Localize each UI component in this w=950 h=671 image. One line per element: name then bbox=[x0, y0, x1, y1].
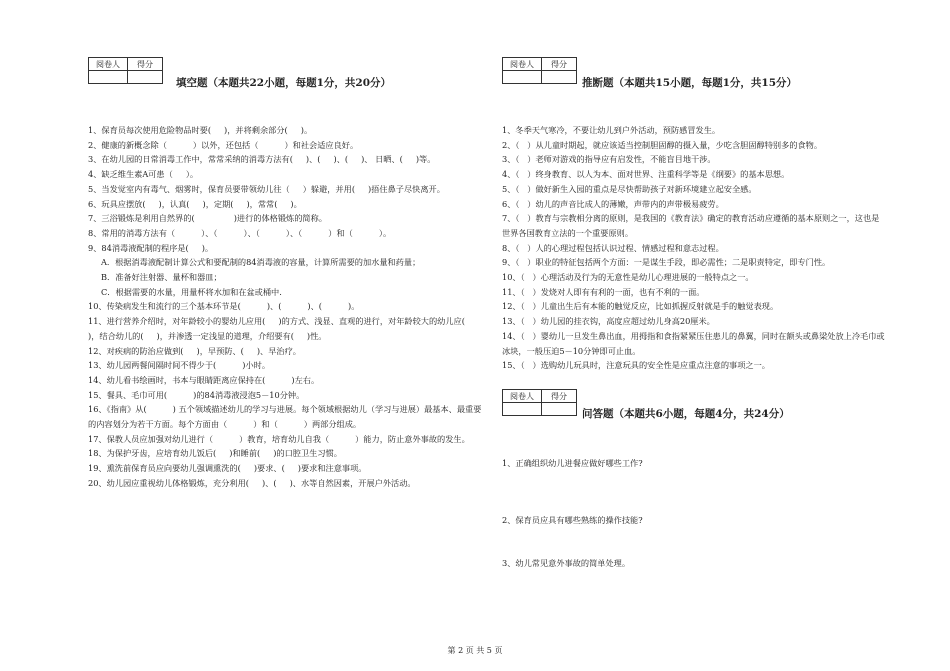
question-item: 18、为保护牙齿，应培育幼儿饭后( )和睡前( )的口腔卫生习惯。 bbox=[88, 448, 342, 459]
fill-blank-title: 填空题（本题共22小题，每题1分，共20分） bbox=[176, 77, 392, 89]
question-item: 4、（ ）终身教育、以人为本、面对世界、注重科学等是《纲要》的基本思想。 bbox=[502, 169, 790, 180]
option-item: A．根据消毒液配制计算公式和要配制的84消毒液的容量，计算所需要的加水量和药量； bbox=[101, 257, 421, 268]
question-item: 15、餐具、毛巾可用( )的84消毒液浸泡5－10分钟。 bbox=[88, 389, 305, 400]
reviewer-cell bbox=[503, 71, 542, 84]
question-item: 13、幼儿园两餐间隔时间不得少于( )小时。 bbox=[88, 360, 271, 371]
score-cell bbox=[128, 71, 163, 84]
question-item: 11、进行营养介绍时，对年龄较小的婴幼儿应用( )的方式、浅显、直观的进行，对年龄较大的幼儿应( )，结合幼儿的( )，并渗透一定浅显的道理，介绍要有( )性。 bbox=[88, 316, 478, 341]
question-item: 11、（ ）发烧对人即有有利的一面，也有不利的一面。 bbox=[502, 286, 705, 297]
question-item: 5、当发觉室内有毒气、烟雾时，保育员要带领幼儿往（ ）躲避，并用( )捂住鼻子尽快离开。 bbox=[88, 183, 445, 194]
reviewer-label: 阅卷人 bbox=[503, 390, 542, 403]
question-item: 2、健康的新概念除（ ）以外，还包括（ ）和社会适应良好。 bbox=[88, 139, 359, 150]
score-box-judge bbox=[502, 57, 577, 84]
question-item: 13、（ ）幼儿园的挂衣钩，高度应超过幼儿身高20厘米。 bbox=[502, 316, 715, 327]
qa-question-1: 1、正确组织幼儿进餐应做好哪些工作? bbox=[502, 458, 643, 468]
question-item: 5、（ ）做好新生入园的重点是尽快帮助孩子对新环境建立起安全感。 bbox=[502, 183, 757, 194]
question-item: 3、在幼儿园的日常消毒工作中，常常采纳的消毒方法有( )、( )、( )、 日晒、( )等。 bbox=[88, 154, 436, 165]
question-item: 4、缺乏维生素A可患（ ）。 bbox=[88, 169, 199, 180]
option-item: C．根据需要的水量，用量杯将水加和在盆或桶中. bbox=[101, 286, 282, 297]
fill-blank-list bbox=[88, 123, 488, 491]
question-item: 12、对疾病的防治应做到( )，早预防、( )、早治疗。 bbox=[88, 345, 301, 356]
reviewer-cell bbox=[503, 403, 542, 416]
question-item: 14、（ ）婴幼儿一旦发生鼻出血，用拇指和食指紧紧压住患儿的鼻翼，同时在额头或鼻梁处放上冷毛巾或冰块，一般压迫5－10分钟即可止血。 bbox=[502, 330, 885, 356]
reviewer-label: 阅卷人 bbox=[89, 58, 128, 71]
question-item: 19、熏洗前保育员应向要幼儿强调熏洗的( )要求、( )要求和注意事项。 bbox=[88, 463, 367, 474]
question-item: 14、幼儿看书绘画时，书本与眼睛距离应保持在( )左右。 bbox=[88, 374, 320, 385]
question-item: 3、（ ）老师对游戏的指导应有启发性，不能盲目地干涉。 bbox=[502, 154, 716, 165]
question-item: 1、保育员每次使用危险物品时要( )，并将剩余部分( )。 bbox=[88, 125, 313, 135]
reviewer-label: 阅卷人 bbox=[503, 58, 542, 71]
judge-list bbox=[502, 123, 887, 373]
score-cell bbox=[542, 403, 577, 416]
question-item: 20、幼儿园应重视幼儿体格锻炼，充分利用( )、( )、水等自然因素，开展户外活动。 bbox=[88, 477, 416, 488]
question-item: 16、《指南》从( ) 五个领域描述幼儿的学习与进展。每个领域根据幼儿（学习与进展）最基本、最重要的内容划分为若干方面。每个方面由（ ）和（ ）两部分组成。 bbox=[88, 404, 482, 430]
question-item: 10、（ ）心理活动及行为的无意性是幼儿心理进展的一般特点之一。 bbox=[502, 272, 754, 283]
score-cell bbox=[542, 71, 577, 84]
question-item: 7、（ ）教育与宗教相分离的原则，是我国的《教育法》确定的教育活动应遵循的基本原则之一，这也是世界各国教育立法的一个重要原则。 bbox=[502, 213, 880, 238]
question-item: 8、（ ）人的心理过程包括认识过程、情感过程和意志过程。 bbox=[502, 242, 724, 253]
question-item: 15、（ ）选购幼儿玩具时，注意玩具的安全性是应重点注意的事项之一。 bbox=[502, 360, 770, 371]
qa-title: 问答题（本题共6小题，每题4分，共24分） bbox=[582, 408, 790, 420]
judge-title: 推断题（本题共15小题，每题1分，共15分） bbox=[582, 77, 798, 89]
question-item: 9、84消毒液配制的程序是( )。 bbox=[88, 242, 214, 253]
score-box-left bbox=[88, 57, 163, 84]
qa-question-2: 2、保育员应具有哪些熟练的操作技能? bbox=[502, 515, 643, 525]
reviewer-cell bbox=[89, 71, 128, 84]
option-item: B．准备好注射器、量杯和器皿； bbox=[101, 272, 222, 283]
score-label: 得分 bbox=[542, 58, 577, 71]
qa-question-3: 3、幼儿常见意外事故的简单处理。 bbox=[502, 558, 631, 568]
question-item: 9、（ ）职业的特征包括两个方面：一是谋生手段，即必需性；二是职责特定，即专门性。 bbox=[502, 257, 831, 268]
score-label: 得分 bbox=[542, 390, 577, 403]
question-item: 6、玩具应摆放( )，认真( )，定期( )，常常( )。 bbox=[88, 198, 302, 209]
question-item: 10、传染病发生和流行的三个基本环节是( )、( )、( )。 bbox=[88, 301, 360, 312]
question-item: 7、三浴锻炼是利用自然界的( )进行的体格锻炼的简称。 bbox=[88, 213, 327, 224]
page-footer: 第 2 页 共 5 页 bbox=[447, 646, 503, 655]
question-item: 12、（ ）儿童出生后有本能的触觉反应，比如抓握反射就是手的触觉表现。 bbox=[502, 301, 779, 312]
question-item: 6、（ ）幼儿的声音比成人的薄嫩，声带内的声带极易疲劳。 bbox=[502, 198, 724, 209]
score-box-qa bbox=[502, 389, 577, 416]
score-label: 得分 bbox=[128, 58, 163, 71]
question-item: 2、（ ）从儿童时期起，就应该适当控制胆固醇的摄入量，少吃含胆固醇特别多的食物。 bbox=[502, 139, 823, 150]
question-item: 1、冬季天气寒冷，不要让幼儿到户外活动，预防感冒发生。 bbox=[502, 125, 721, 135]
question-item: 8、常用的消毒方法有（ ）、（ ）、（ ）、（ ）和（ ）。 bbox=[88, 227, 392, 238]
question-item: 17、保教人员应加强对幼儿进行（ ）教育，培育幼儿自我（ ）能力，防止意外事故的发生。 bbox=[88, 433, 470, 444]
